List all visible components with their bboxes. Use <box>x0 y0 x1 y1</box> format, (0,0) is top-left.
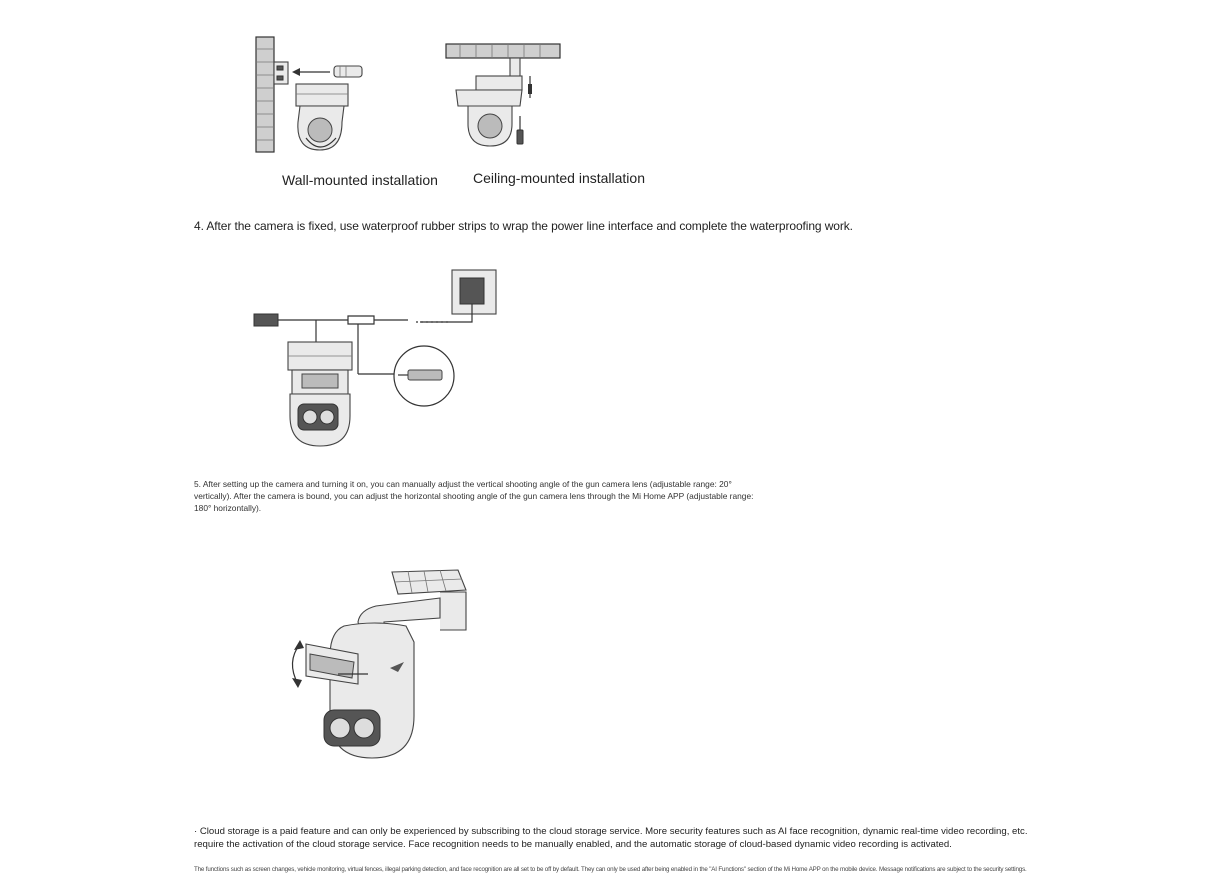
wall-mounted-caption: Wall-mounted installation <box>282 172 438 188</box>
step4-instruction: 4. After the camera is fixed, use waterproof rubber strips to wrap the power line interface and complete the waterproofing work. <box>194 219 853 233</box>
wall-mount-illustration <box>250 34 380 159</box>
ai-functions-footnote: The functions such as screen changes, vehicle monitoring, virtual fences, illegal parking detection, and face recognition are all set to be off by default. They can only be used after being enabled in the "AI Functions" section of the Mi Home APP on the mobile device. Message notifications are subject to the security settings. <box>194 866 1027 873</box>
cloud-storage-note: · Cloud storage is a paid feature and can only be experienced by subscribing to the cloud storage service. More security features such as AI face recognition, dynamic real-time video recording, etc. require the activation of the cloud storage service. Face recognition needs to be manually enabled, and the automatic storage of cloud-based dynamic video recording is activated. <box>194 826 1028 850</box>
ceiling-mounted-caption: Ceiling-mounted installation <box>473 170 645 186</box>
ceiling-mount-illustration <box>440 36 570 161</box>
power-cable-illustration <box>248 266 508 451</box>
angle-adjust-illustration <box>280 566 490 766</box>
step5-instruction: 5. After setting up the camera and turning it on, you can manually adjust the vertical shooting angle of the gun camera lens (adjustable range: 20° vertically). After the camera is bound, you can adjust the horizontal shooting angle of the gun camera lens through the Mi Home APP (adjustable range: 180° horizontally). <box>194 479 754 513</box>
